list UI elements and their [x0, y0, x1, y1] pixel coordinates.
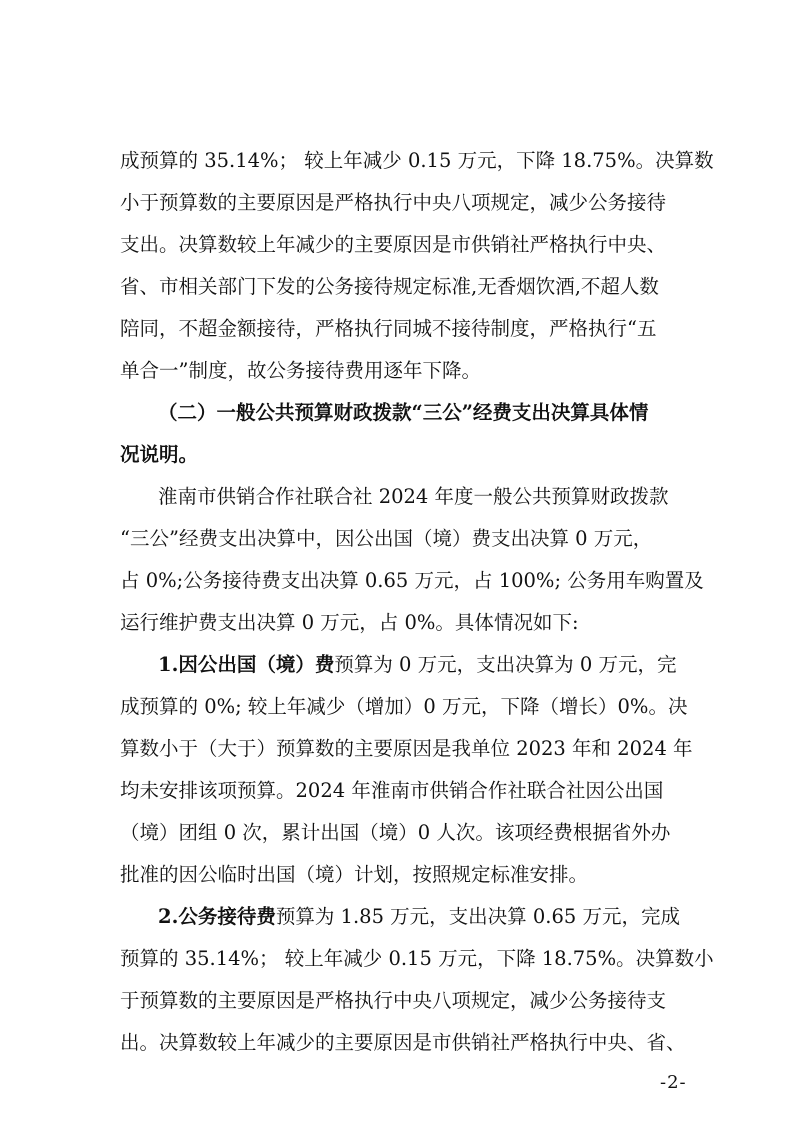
item1-text: 预算为 0 万元，支出决算为 0 万元，完 [334, 653, 677, 676]
page-number: -2- [660, 1072, 687, 1093]
paragraph-line: 陪同，不超金额接待，严格执行同城不接待制度，严格执行“五 [120, 317, 657, 340]
item1-first-line [158, 652, 676, 678]
paragraph-line: 单合一”制度，故公务接待费用逐年下降。 [120, 359, 481, 382]
item2-text: 预算为 1.85 万元，支出决算 0.65 万元，完成 [275, 905, 680, 928]
summary-line: 淮南市供销合作社联合社 2024 年度一般公共预算财政拨款 [158, 485, 669, 508]
item1-label: 1.因公出国（境）费 [158, 653, 335, 676]
summary-line: 占 0%;公务接待费支出决算 0.65 万元，占 100%; 公务用车购置及 [120, 569, 704, 592]
section-heading: （二）一般公共预算财政拨款“三公”经费支出决算具体情 [158, 401, 649, 424]
item1-line: （境）团组 0 次，累计出国（境）0 人次。该项经费根据省外办 [120, 821, 671, 844]
item1-line: 成预算的 0%; 较上年减少（增加）0 万元，下降（增长）0%。决 [120, 695, 688, 718]
paragraph-line: 省、市相关部门下发的公务接待规定标准,无香烟饮酒,不超人数 [120, 275, 659, 298]
item1-line: 算数小于（大于）预算数的主要原因是我单位 2023 年和 2024 年 [120, 737, 693, 760]
paragraph-line: 成预算的 35.14%； 较上年减少 0.15 万元，下降 18.75%。决算数 [120, 149, 714, 172]
summary-line: “三公”经费支出决算中，因公出国（境）费支出决算 0 万元， [120, 527, 653, 550]
paragraph-line: 支出。决算数较上年减少的主要原因是市供销社严格执行中央、 [120, 233, 667, 256]
item2-first-line [158, 904, 680, 930]
section-heading-cont: 况说明。 [120, 443, 199, 466]
item2-line: 于预算数的主要原因是严格执行中央八项规定，减少公务接待支 [120, 989, 667, 1012]
summary-line: 运行维护费支出决算 0 万元，占 0%。具体情况如下: [120, 611, 579, 634]
item1-line: 均未安排该项预算。2024 年淮南市供销合作社联合社因公出国 [120, 779, 664, 802]
item2-label: 2.公务接待费 [158, 905, 276, 928]
paragraph-line: 小于预算数的主要原因是严格执行中央八项规定，减少公务接待 [120, 191, 667, 214]
item2-line: 出。决算数较上年减少的主要原因是市供销社严格执行中央、省、 [120, 1031, 686, 1054]
item2-line: 预算的 35.14%； 较上年减少 0.15 万元，下降 18.75%。决算数小 [120, 947, 714, 970]
item1-line: 批准的因公临时出国（境）计划，按照规定标准安排。 [120, 863, 589, 886]
